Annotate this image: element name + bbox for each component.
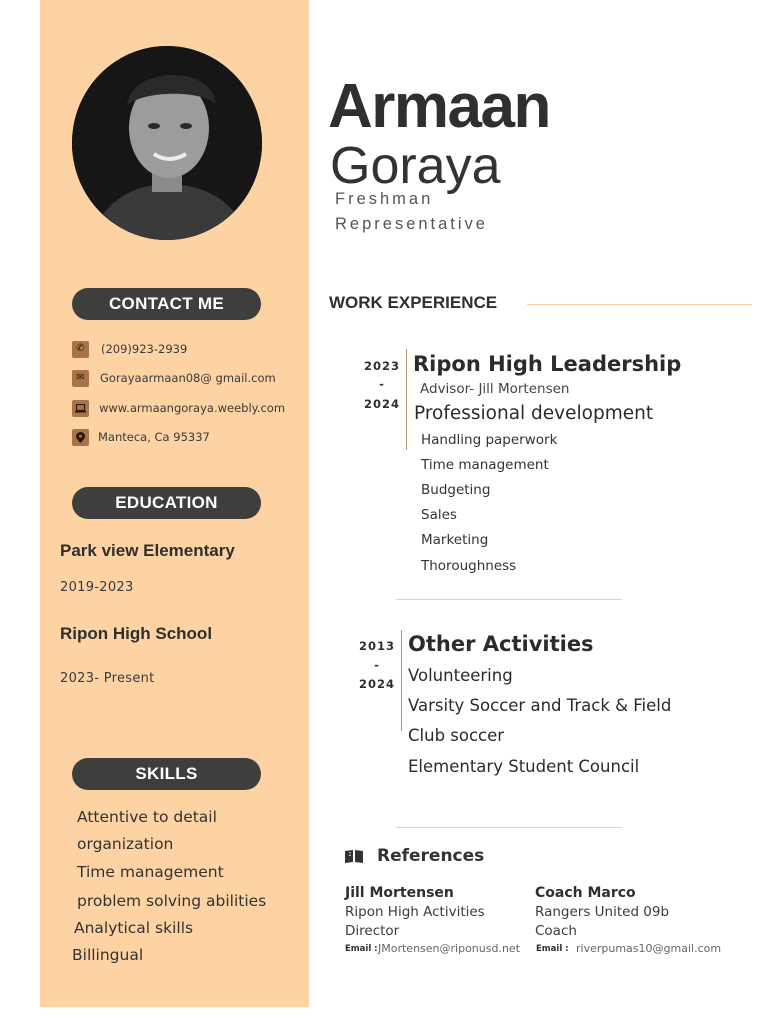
profile-photo-image xyxy=(72,46,262,240)
contact-phone xyxy=(72,340,187,358)
reference-name: Jill Mortensen xyxy=(345,885,454,901)
divider xyxy=(527,304,752,305)
first-name: Armaan xyxy=(328,72,550,141)
reference-email-label: Email : xyxy=(536,944,569,954)
activity-item: Club soccer xyxy=(408,726,505,745)
activity-item: Elementary Student Council xyxy=(408,757,640,776)
reference-email[interactable]: JMortensen@riponusd.net xyxy=(378,942,521,955)
activity-start-year: 2013 xyxy=(358,639,395,653)
education-heading: EDUCATION xyxy=(72,487,261,519)
contact-address xyxy=(72,428,210,446)
skill-item: Attentive to detail xyxy=(77,808,217,826)
job-task: Sales xyxy=(421,507,457,523)
contact-email-text: Gorayaarmaan08@ gmail.com xyxy=(100,371,276,385)
job-end-year: 2024 xyxy=(363,397,400,411)
divider xyxy=(396,599,622,600)
skills-heading: SKILLS xyxy=(72,758,261,790)
job-start-year: 2023 xyxy=(363,359,400,373)
reference-position: Director xyxy=(345,923,400,939)
reference-email[interactable]: riverpumas10@gmail.com xyxy=(576,942,722,955)
job-task: Handling paperwork xyxy=(421,432,558,448)
timeline-line xyxy=(401,630,402,731)
contact-phone-text: (209)923-2939 xyxy=(101,342,188,356)
role-line-1: Freshman xyxy=(335,190,434,208)
education-years: 2019-2023 xyxy=(60,580,134,595)
contact-website-text: www.armaangoraya.weebly.com xyxy=(99,401,286,415)
job-task: Thoroughness xyxy=(421,558,517,574)
activity-end-year: 2024 xyxy=(358,677,395,691)
reference-position: Ripon High Activities xyxy=(345,904,485,920)
mail-icon: ✉ xyxy=(72,370,89,387)
education-school: Park view Elementary xyxy=(60,541,235,560)
job-advisor: Advisor- Jill Mortensen xyxy=(420,381,570,397)
laptop-icon xyxy=(72,400,89,417)
references-heading: References xyxy=(377,846,485,866)
education-years: 2023- Present xyxy=(60,671,155,686)
job-title: Ripon High Leadership xyxy=(413,352,682,376)
reference-position: Rangers United 09b xyxy=(535,904,670,920)
skill-item: problem solving abilities xyxy=(77,892,267,910)
book-icon xyxy=(345,849,363,863)
skill-item: Billingual xyxy=(72,946,144,964)
job-dash: - xyxy=(379,377,385,391)
contact-website xyxy=(72,399,285,417)
activity-item: Varsity Soccer and Track & Field xyxy=(408,696,672,715)
activity-dash: - xyxy=(374,658,380,672)
timeline-line xyxy=(406,349,407,450)
education-school: Ripon High School xyxy=(60,624,213,643)
location-pin-icon xyxy=(72,429,89,446)
job-subheading: Professional development xyxy=(414,403,654,424)
reference-name: Coach Marco xyxy=(535,885,636,901)
activities-title: Other Activities xyxy=(408,632,594,656)
phone-icon: ✆ xyxy=(72,341,89,358)
skill-item: Time management xyxy=(77,863,224,881)
skill-item: Analytical skills xyxy=(74,919,194,937)
divider xyxy=(396,827,622,828)
role-line-2: Representative xyxy=(335,215,488,233)
job-task: Budgeting xyxy=(421,482,491,498)
work-experience-heading: WORK EXPERIENCE xyxy=(329,293,498,312)
contact-heading: CONTACT ME xyxy=(72,288,261,320)
reference-email-label: Email : xyxy=(345,944,378,954)
last-name: Goraya xyxy=(330,137,501,195)
reference-position: Coach xyxy=(535,923,577,939)
job-task: Marketing xyxy=(421,532,489,548)
contact-email xyxy=(72,369,276,387)
activity-item: Volunteering xyxy=(408,666,513,685)
skill-item: organization xyxy=(77,835,174,853)
job-task: Time management xyxy=(421,457,549,473)
contact-address-text: Manteca, Ca 95337 xyxy=(98,430,210,444)
profile-photo xyxy=(72,46,262,240)
